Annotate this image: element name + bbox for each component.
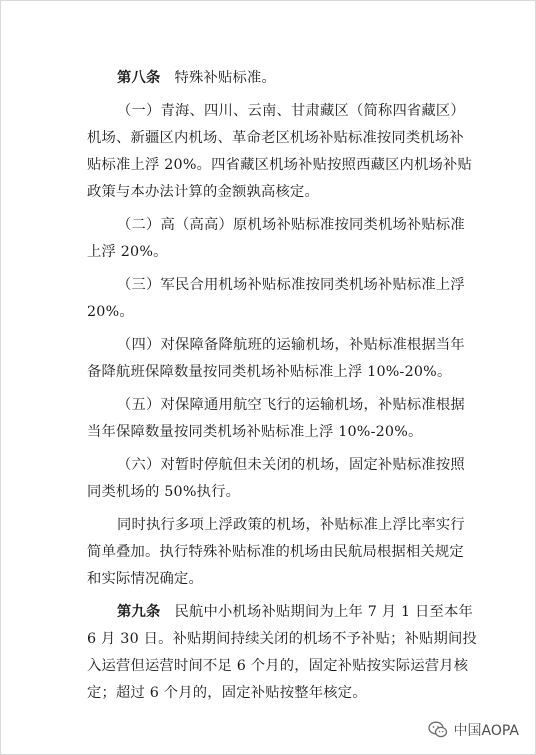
watermark-text: 中国AOPA xyxy=(453,723,519,739)
text-line: 贴标准上浮 20%。四省藏区机场补贴按照西藏区内机场补贴 xyxy=(87,157,473,173)
article-9-first-line xyxy=(87,599,474,626)
text-line: 机场、新疆区内机场、革命老区机场补贴标准按同类机场补 xyxy=(87,130,464,146)
text-line: 同类机场的 50%执行。 xyxy=(87,484,241,500)
text-line: （六）对暂时停航但未关闭的机场，固定补贴标准按照 xyxy=(117,457,465,473)
text-line: 简单叠加。执行特殊补贴标准的机场由民航局根据相关规定 xyxy=(87,544,464,560)
article-8-title: 第八条 xyxy=(117,70,161,86)
text-line: 和实际情况确定。 xyxy=(87,571,203,587)
article-8-para-1 xyxy=(87,98,473,206)
text-line: （三）军民合用机场补贴标准按同类机场补贴标准上浮 xyxy=(117,277,465,293)
text-line: （一）青海、四川、云南、甘肃藏区（简称四省藏区） xyxy=(117,103,465,119)
text-line: 入运营但运营时间不足 6 个月的，固定补贴按实际运营月核 xyxy=(87,658,469,674)
article-8-para-3 xyxy=(87,272,467,326)
text-line: 6 月 30 日。补贴期间持续关闭的机场不予补贴；补贴期间投 xyxy=(87,631,478,647)
text-line: （二）高（高高）原机场补贴标准按同类机场补贴标准 xyxy=(117,217,465,233)
article-9-title: 第九条 xyxy=(117,604,161,620)
text-line: 定；超过 6 个月的，固定补贴按整年核定。 xyxy=(87,685,367,701)
text-line: 同时执行多项上浮政策的机场，补贴标准上浮比率实行 xyxy=(117,517,465,533)
text-line: 备降航班保障数量按同类机场补贴标准上浮 10%-20%。 xyxy=(87,364,452,380)
article-8-para-5 xyxy=(87,392,467,446)
text-line: （五）对保障通用航空飞行的运输机场，补贴标准根据 xyxy=(117,397,465,413)
article-8-para-7 xyxy=(87,512,467,593)
text-line: 政策与本办法计算的金额孰高核定。 xyxy=(87,184,319,200)
watermark xyxy=(428,720,519,740)
article-8-heading xyxy=(87,65,467,92)
text-line: 当年保障数量按同类机场补贴标准上浮 10%-20%。 xyxy=(87,424,423,440)
article-9 xyxy=(87,599,478,707)
article-8-para-6 xyxy=(87,452,467,506)
article-8-subtitle: 特殊补贴标准。 xyxy=(174,70,276,86)
article-8-para-4 xyxy=(87,332,467,386)
document-body xyxy=(87,65,478,707)
wechat-icon xyxy=(428,721,448,739)
text-line: 上浮 20%。 xyxy=(87,244,168,260)
text-line: 20%。 xyxy=(87,304,134,320)
text-line: （四）对保障备降航班的运输机场，补贴标准根据当年 xyxy=(117,337,465,353)
text-line: 民航中小机场补贴期间为上年 7 月 1 日至本年 xyxy=(174,604,474,620)
article-8-para-2 xyxy=(87,212,467,266)
